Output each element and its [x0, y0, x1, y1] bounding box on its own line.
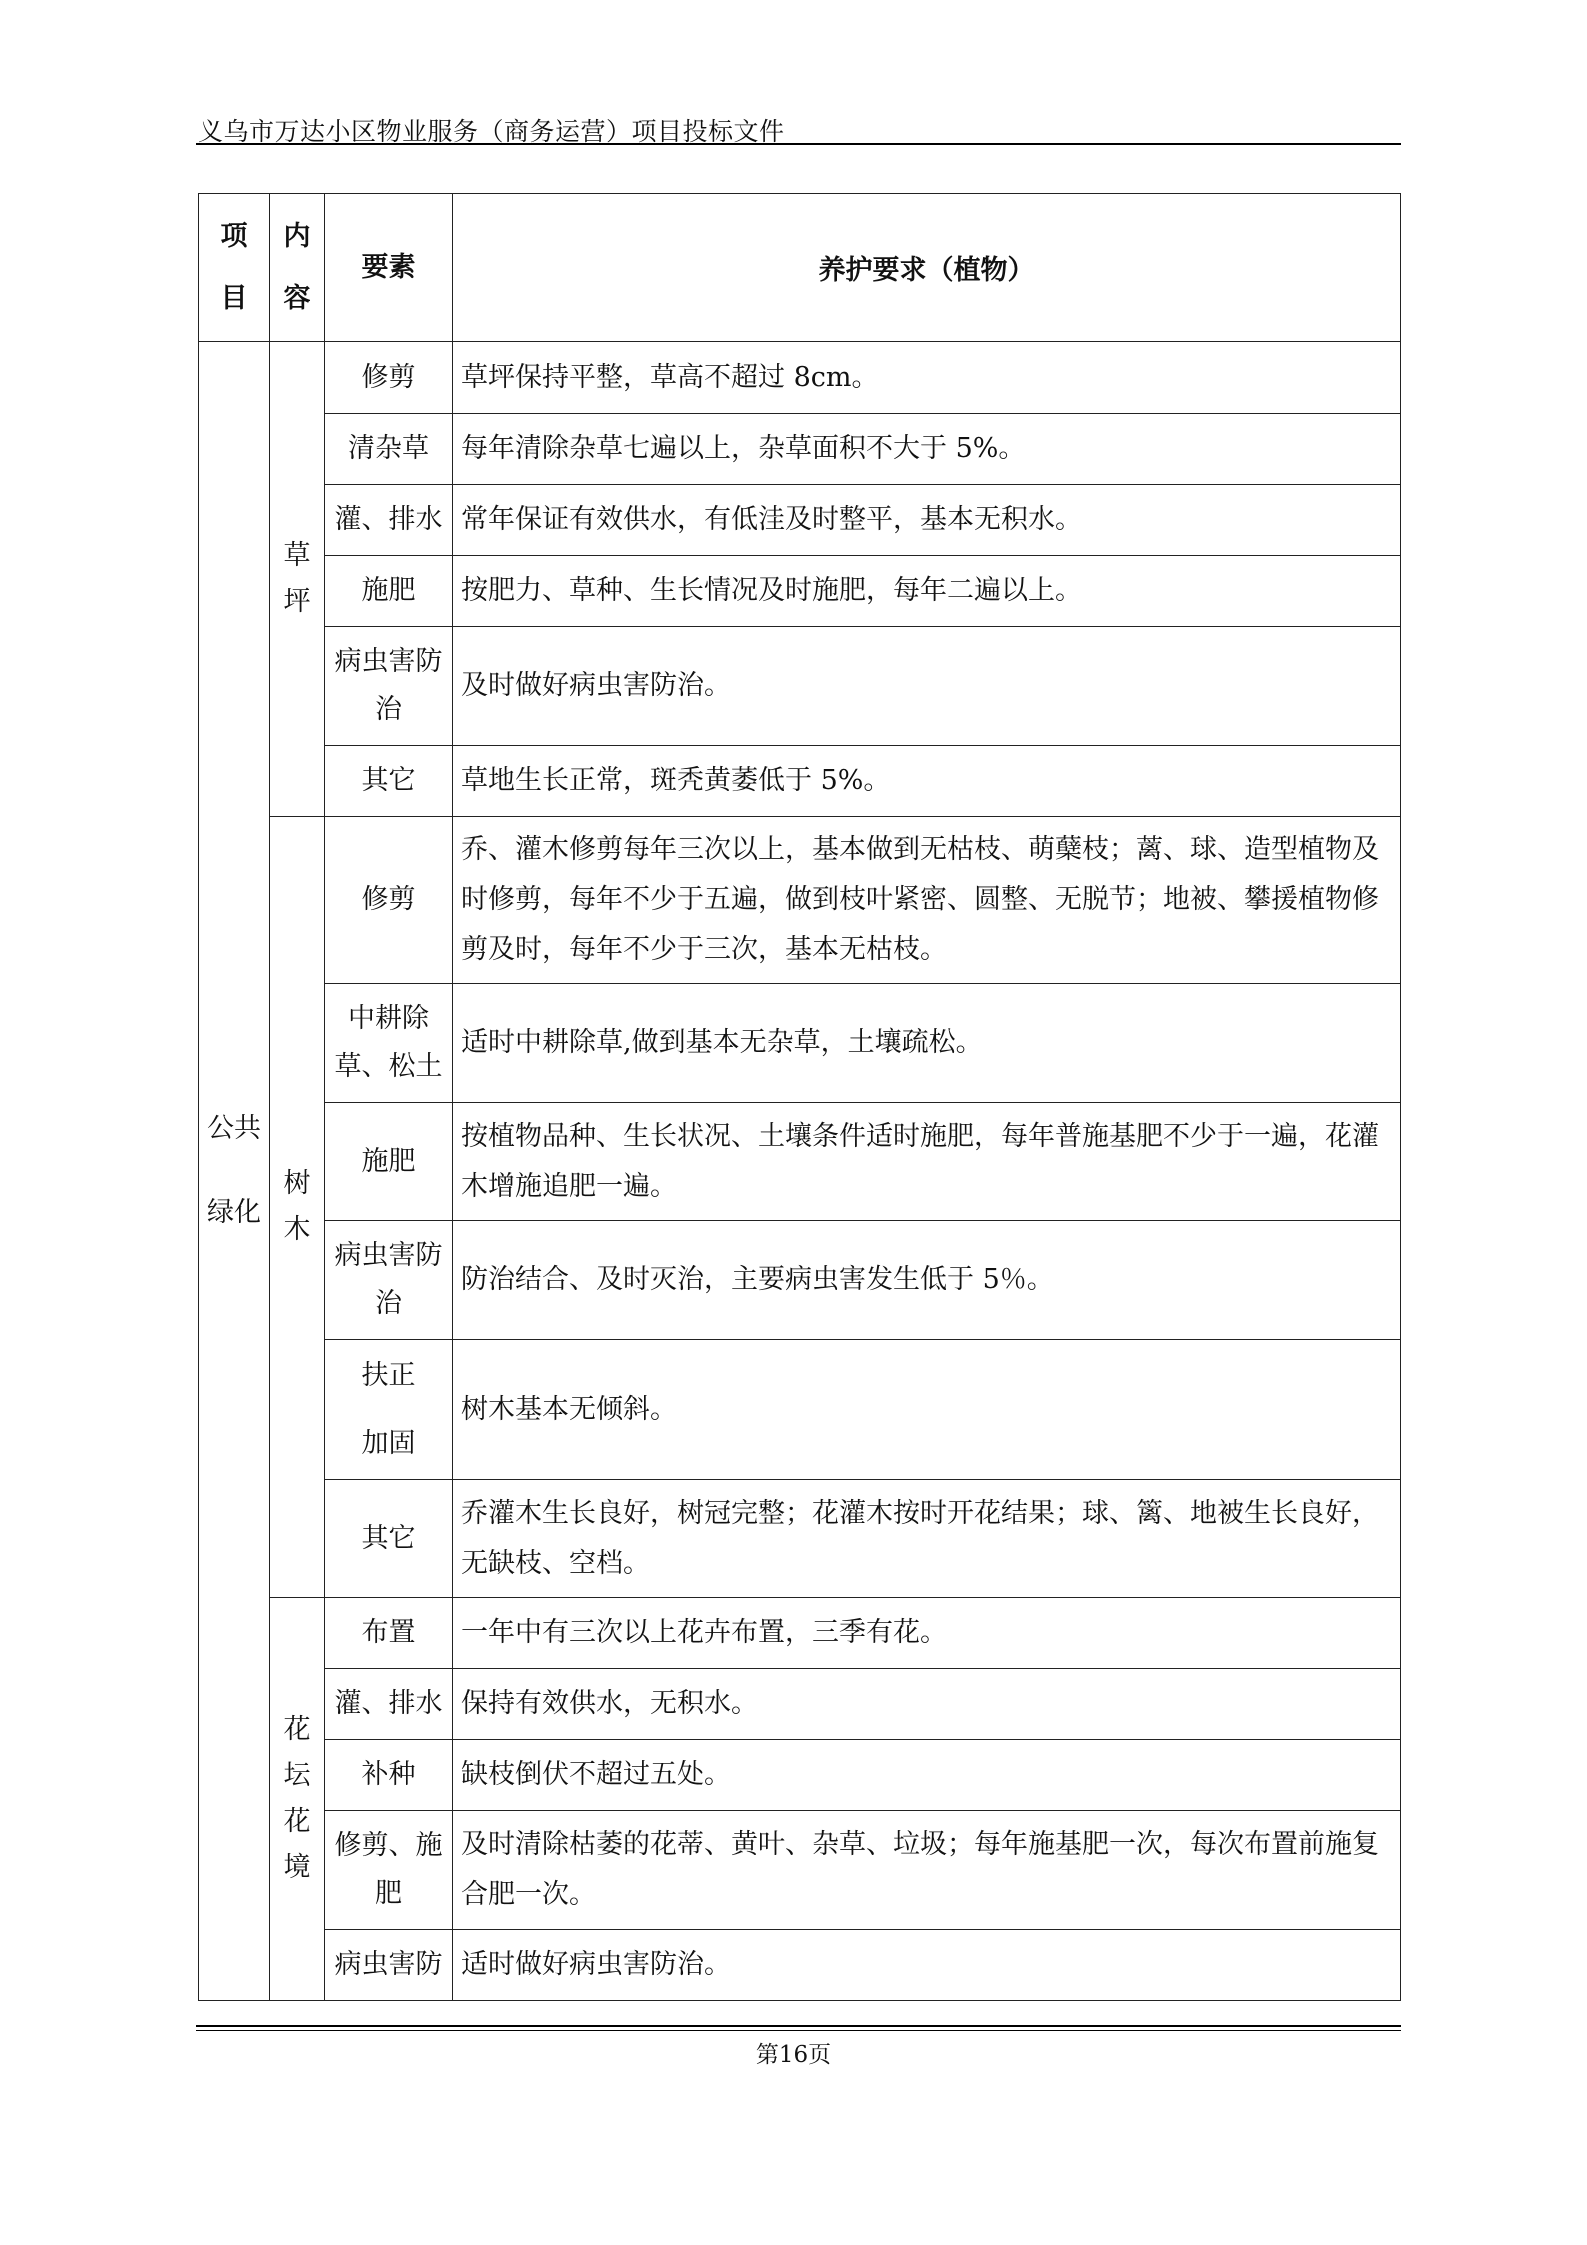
table-row: [199, 342, 1401, 414]
header-content: 内容: [270, 194, 325, 342]
content-cell-lawn: 草坪: [270, 342, 325, 817]
requirement-cell: 常年保证有效供水，有低洼及时整平，基本无积水。: [453, 485, 1401, 556]
element-cell: 修剪: [325, 342, 453, 414]
element-cell: 布置: [325, 1598, 453, 1669]
element-cell: 补种: [325, 1740, 453, 1811]
requirement-cell: 适时做好病虫害防治。: [453, 1930, 1401, 2001]
content-cell-flowerbeds: 花坛花境: [270, 1598, 325, 2001]
table-row: [199, 1930, 1401, 2001]
element-cell: 施肥: [325, 1103, 453, 1221]
requirement-cell: 乔灌木生长良好，树冠完整；花灌木按时开花结果；球、篱、地被生长良好，无缺枝、空档。: [453, 1480, 1401, 1598]
document-header-title: 义乌市万达小区物业服务（商务运营）项目投标文件: [198, 117, 785, 146]
table-row: [199, 1480, 1401, 1598]
content-cell-trees: 树木: [270, 817, 325, 1598]
project-cell: 公共绿化: [199, 342, 270, 2001]
element-cell: 灌、排水: [325, 1669, 453, 1740]
requirement-cell: 草坪保持平整，草高不超过 8cm。: [453, 342, 1401, 414]
header-requirement: 养护要求（植物）: [453, 194, 1401, 342]
table-row: [199, 1811, 1401, 1930]
table-row: [199, 1740, 1401, 1811]
header-project: 项目: [199, 194, 270, 342]
element-cell: 清杂草: [325, 414, 453, 485]
element-cell: 修剪、施肥: [325, 1811, 453, 1930]
footer-divider-thin: [196, 2030, 1401, 2031]
requirement-cell: 按肥力、草种、生长情况及时施肥，每年二遍以上。: [453, 556, 1401, 627]
table-row: [199, 1669, 1401, 1740]
table-row: [199, 984, 1401, 1103]
requirement-cell: 及时做好病虫害防治。: [453, 627, 1401, 746]
requirement-cell: 及时清除枯萎的花蒂、黄叶、杂草、垃圾；每年施基肥一次，每次布置前施复合肥一次。: [453, 1811, 1401, 1930]
table-row: [199, 1221, 1401, 1340]
table-row: [199, 556, 1401, 627]
table-row: [199, 746, 1401, 817]
element-cell: 中耕除草、松土: [325, 984, 453, 1103]
greening-maintenance-table: [198, 193, 1401, 2001]
element-cell: 修剪: [325, 817, 453, 984]
requirement-cell: 缺枝倒伏不超过五处。: [453, 1740, 1401, 1811]
requirement-cell: 防治结合、及时灭治，主要病虫害发生低于 5％。: [453, 1221, 1401, 1340]
element-cell: 其它: [325, 746, 453, 817]
element-cell: 灌、排水: [325, 485, 453, 556]
table-row: [199, 627, 1401, 746]
element-cell: 施肥: [325, 556, 453, 627]
table-row: [199, 485, 1401, 556]
requirement-cell: 保持有效供水，无积水。: [453, 1669, 1401, 1740]
header-element: 要素: [325, 194, 453, 342]
table-header-row: [199, 194, 1401, 342]
element-cell: 病虫害防治: [325, 627, 453, 746]
element-cell: 扶正加固: [325, 1340, 453, 1480]
requirement-cell: 每年清除杂草七遍以上，杂草面积不大于 5%。: [453, 414, 1401, 485]
table-row: [199, 1103, 1401, 1221]
element-cell: 其它: [325, 1480, 453, 1598]
requirement-cell: 适时中耕除草,做到基本无杂草，土壤疏松。: [453, 984, 1401, 1103]
requirement-cell: 按植物品种、生长状况、土壤条件适时施肥，每年普施基肥不少于一遍，花灌木增施追肥一遍。: [453, 1103, 1401, 1221]
requirement-cell: 树木基本无倾斜。: [453, 1340, 1401, 1480]
page-number: 第16页: [755, 2042, 832, 2068]
requirement-cell: 草地生长正常，斑秃黄萎低于 5%。: [453, 746, 1401, 817]
requirement-cell: 乔、灌木修剪每年三次以上，基本做到无枯枝、萌蘖枝；蓠、球、造型植物及时修剪，每年不少于五遍，做到枝叶紧密、圆整、无脱节；地被、攀援植物修剪及时，每年不少于三次，基本无枯枝。: [453, 817, 1401, 984]
requirement-cell: 一年中有三次以上花卉布置，三季有花。: [453, 1598, 1401, 1669]
table-row: [199, 1598, 1401, 1669]
header-divider: [196, 143, 1401, 145]
table-row: [199, 1340, 1401, 1480]
table-row: [199, 414, 1401, 485]
element-cell: 病虫害防治: [325, 1221, 453, 1340]
element-cell: 病虫害防: [325, 1930, 453, 2001]
table-row: [199, 817, 1401, 984]
footer-divider: [196, 2025, 1401, 2027]
